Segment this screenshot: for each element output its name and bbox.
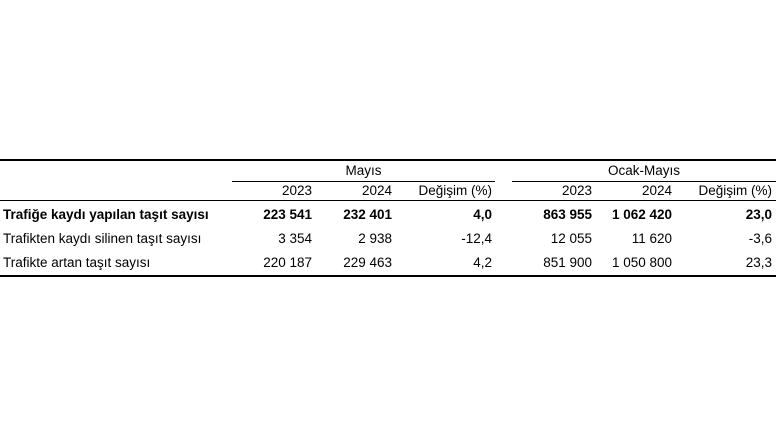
cell-value: 4,0 [473, 207, 492, 222]
col-header-degisim-mayis: Değişim (%) [418, 183, 492, 198]
table-top-rule [0, 159, 776, 161]
cell-value: 220 187 [263, 255, 312, 270]
row-label-trafikte-artan: Trafikte artan taşıt sayısı [3, 255, 151, 270]
cell-value: 232 401 [343, 207, 392, 222]
cell-value: -3,6 [748, 231, 772, 246]
cell-value: 4,2 [473, 255, 492, 270]
header-bottom-rule [0, 200, 776, 201]
group-underline-mayis [232, 181, 495, 182]
col-header-2023-ocak-mayis: 2023 [561, 183, 592, 198]
col-header-2024-ocak-mayis: 2024 [641, 183, 672, 198]
row-label-trafige-kaydi: Trafiğe kaydı yapılan taşıt sayısı [3, 207, 209, 222]
cell-value: 11 620 [631, 231, 672, 246]
cell-value: 229 463 [343, 255, 392, 270]
group-underline-ocak-mayis [512, 181, 776, 182]
cell-value: 1 062 420 [611, 207, 672, 222]
cell-value: 223 541 [263, 207, 312, 222]
cell-value: -12,4 [461, 231, 492, 246]
cell-value: 863 955 [543, 207, 592, 222]
cell-value: 12 055 [550, 231, 592, 246]
cell-value: 1 050 800 [611, 255, 672, 270]
col-header-2023-mayis: 2023 [281, 183, 312, 198]
cell-value: 3 354 [278, 231, 312, 246]
table-bottom-rule [0, 275, 776, 277]
group-header-ocak-mayis: Ocak-Mayıs [607, 163, 680, 178]
cell-value: 23,3 [745, 255, 772, 270]
cell-value: 23,0 [745, 207, 772, 222]
col-header-2024-mayis: 2024 [361, 183, 392, 198]
cell-value: 2 938 [358, 231, 392, 246]
cell-value: 851 900 [543, 255, 592, 270]
group-header-mayis: Mayıs [345, 163, 382, 178]
row-label-trafikten-kaydi: Trafikten kaydı silinen taşıt sayısı [3, 231, 202, 246]
col-header-degisim-ocak-mayis: Değişim (%) [698, 183, 772, 198]
